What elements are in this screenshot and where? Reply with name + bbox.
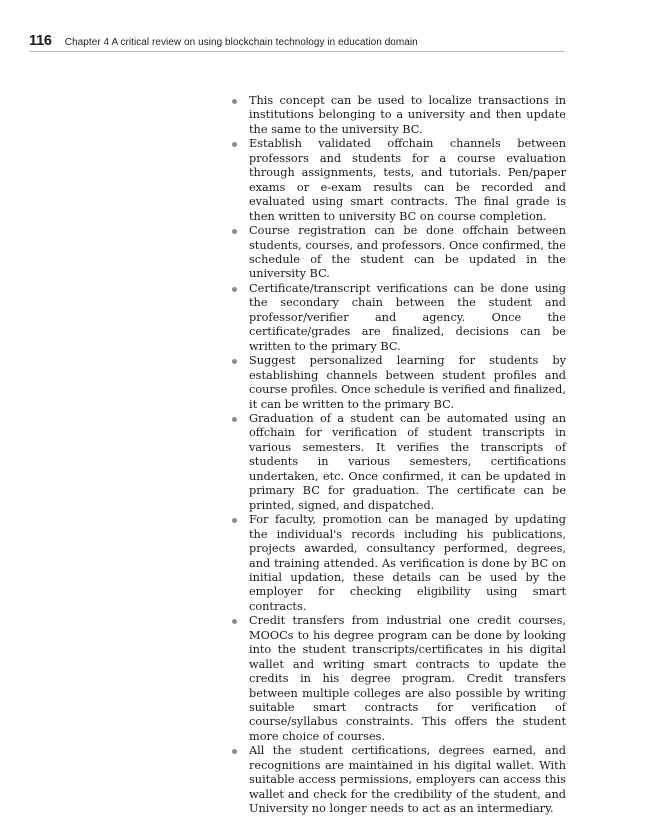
bullet-icon	[232, 359, 237, 364]
chapter-title: Chapter 4 A critical review on using blockchain technology in education domain	[64, 37, 418, 48]
bullet-text: For faculty, promotion can be managed by updating the individual's records including his publications, projects awarded, consultancy performed, degrees, and training attended. As verification is done by BC on initial updation, these details can be used by the employer for checking eligibility using smart contracts.	[249, 513, 566, 613]
bullet-text: Credit transfers from industrial one credit courses, MOOCs to his degree program can be done by looking into the student transcripts/certificates in his digital wallet and writing smart contracts to update the credits in his degree program. Credit transfers between multiple colleges are also possible by writing suitable smart contracts for verification of course/syllabus constraints. This offers the student more choice of courses.	[249, 614, 566, 743]
bullet-icon	[232, 99, 237, 104]
running-head	[29, 33, 564, 52]
bullet-item	[232, 94, 566, 137]
bullet-item	[232, 137, 566, 224]
bullet-icon	[232, 518, 237, 523]
bullet-text: Certificate/transcript verifications can be done using the secondary chain between the student and professor/verifier and agency. Once the certificate/grades are finalized, decisions can be written to the primary BC.	[249, 281, 566, 353]
bullet-text: Establish validated offchain channels between professors and students for a course evaluation through assignments, tests, and tutorials. Pen/paper exams or e-exam results can be recorded and evaluated using smart contracts. The final grade is then written to university BC on course completion.	[249, 137, 566, 223]
bullet-item	[232, 513, 566, 614]
bullet-item	[232, 354, 566, 412]
bullet-list	[232, 94, 566, 817]
bullet-item	[232, 412, 566, 513]
bullet-icon	[232, 229, 237, 234]
bullet-text: All the student certifications, degrees earned, and recognitions are maintained in his digital wallet. With suitable access permissions, employers can access this wallet and check for the credibility of the student, and University no longer needs to act as an intermediary.	[249, 744, 566, 816]
bullet-icon	[232, 417, 237, 422]
bullet-icon	[232, 749, 237, 754]
bullet-item	[232, 282, 566, 354]
bullet-text: Graduation of a student can be automated using an offchain for verification of student transcripts in various semesters. It verifies the transcripts of students in various semesters, certifications undertaken, etc. Once confirmed, it can be updated in primary BC for graduation. The certificate can be printed, signed, and dispatched.	[249, 411, 566, 512]
page-number: 116	[29, 33, 52, 49]
bullet-icon	[232, 287, 237, 292]
bullet-item	[232, 224, 566, 282]
bullet-item	[232, 744, 566, 816]
bullet-icon	[232, 142, 237, 147]
bullet-item	[232, 614, 566, 744]
bullet-text: Course registration can be done offchain between students, courses, and professors. Once confirmed, the schedule of the student can be updated in the university BC.	[249, 224, 566, 281]
bullet-icon	[232, 619, 237, 624]
bullet-text: This concept can be used to localize transactions in institutions belonging to a university and then update the same to the university BC.	[249, 94, 566, 136]
bullet-text: Suggest personalized learning for students by establishing channels between student profiles and course profiles. Once schedule is verified and finalized, it can be written to the primary BC.	[249, 354, 566, 411]
